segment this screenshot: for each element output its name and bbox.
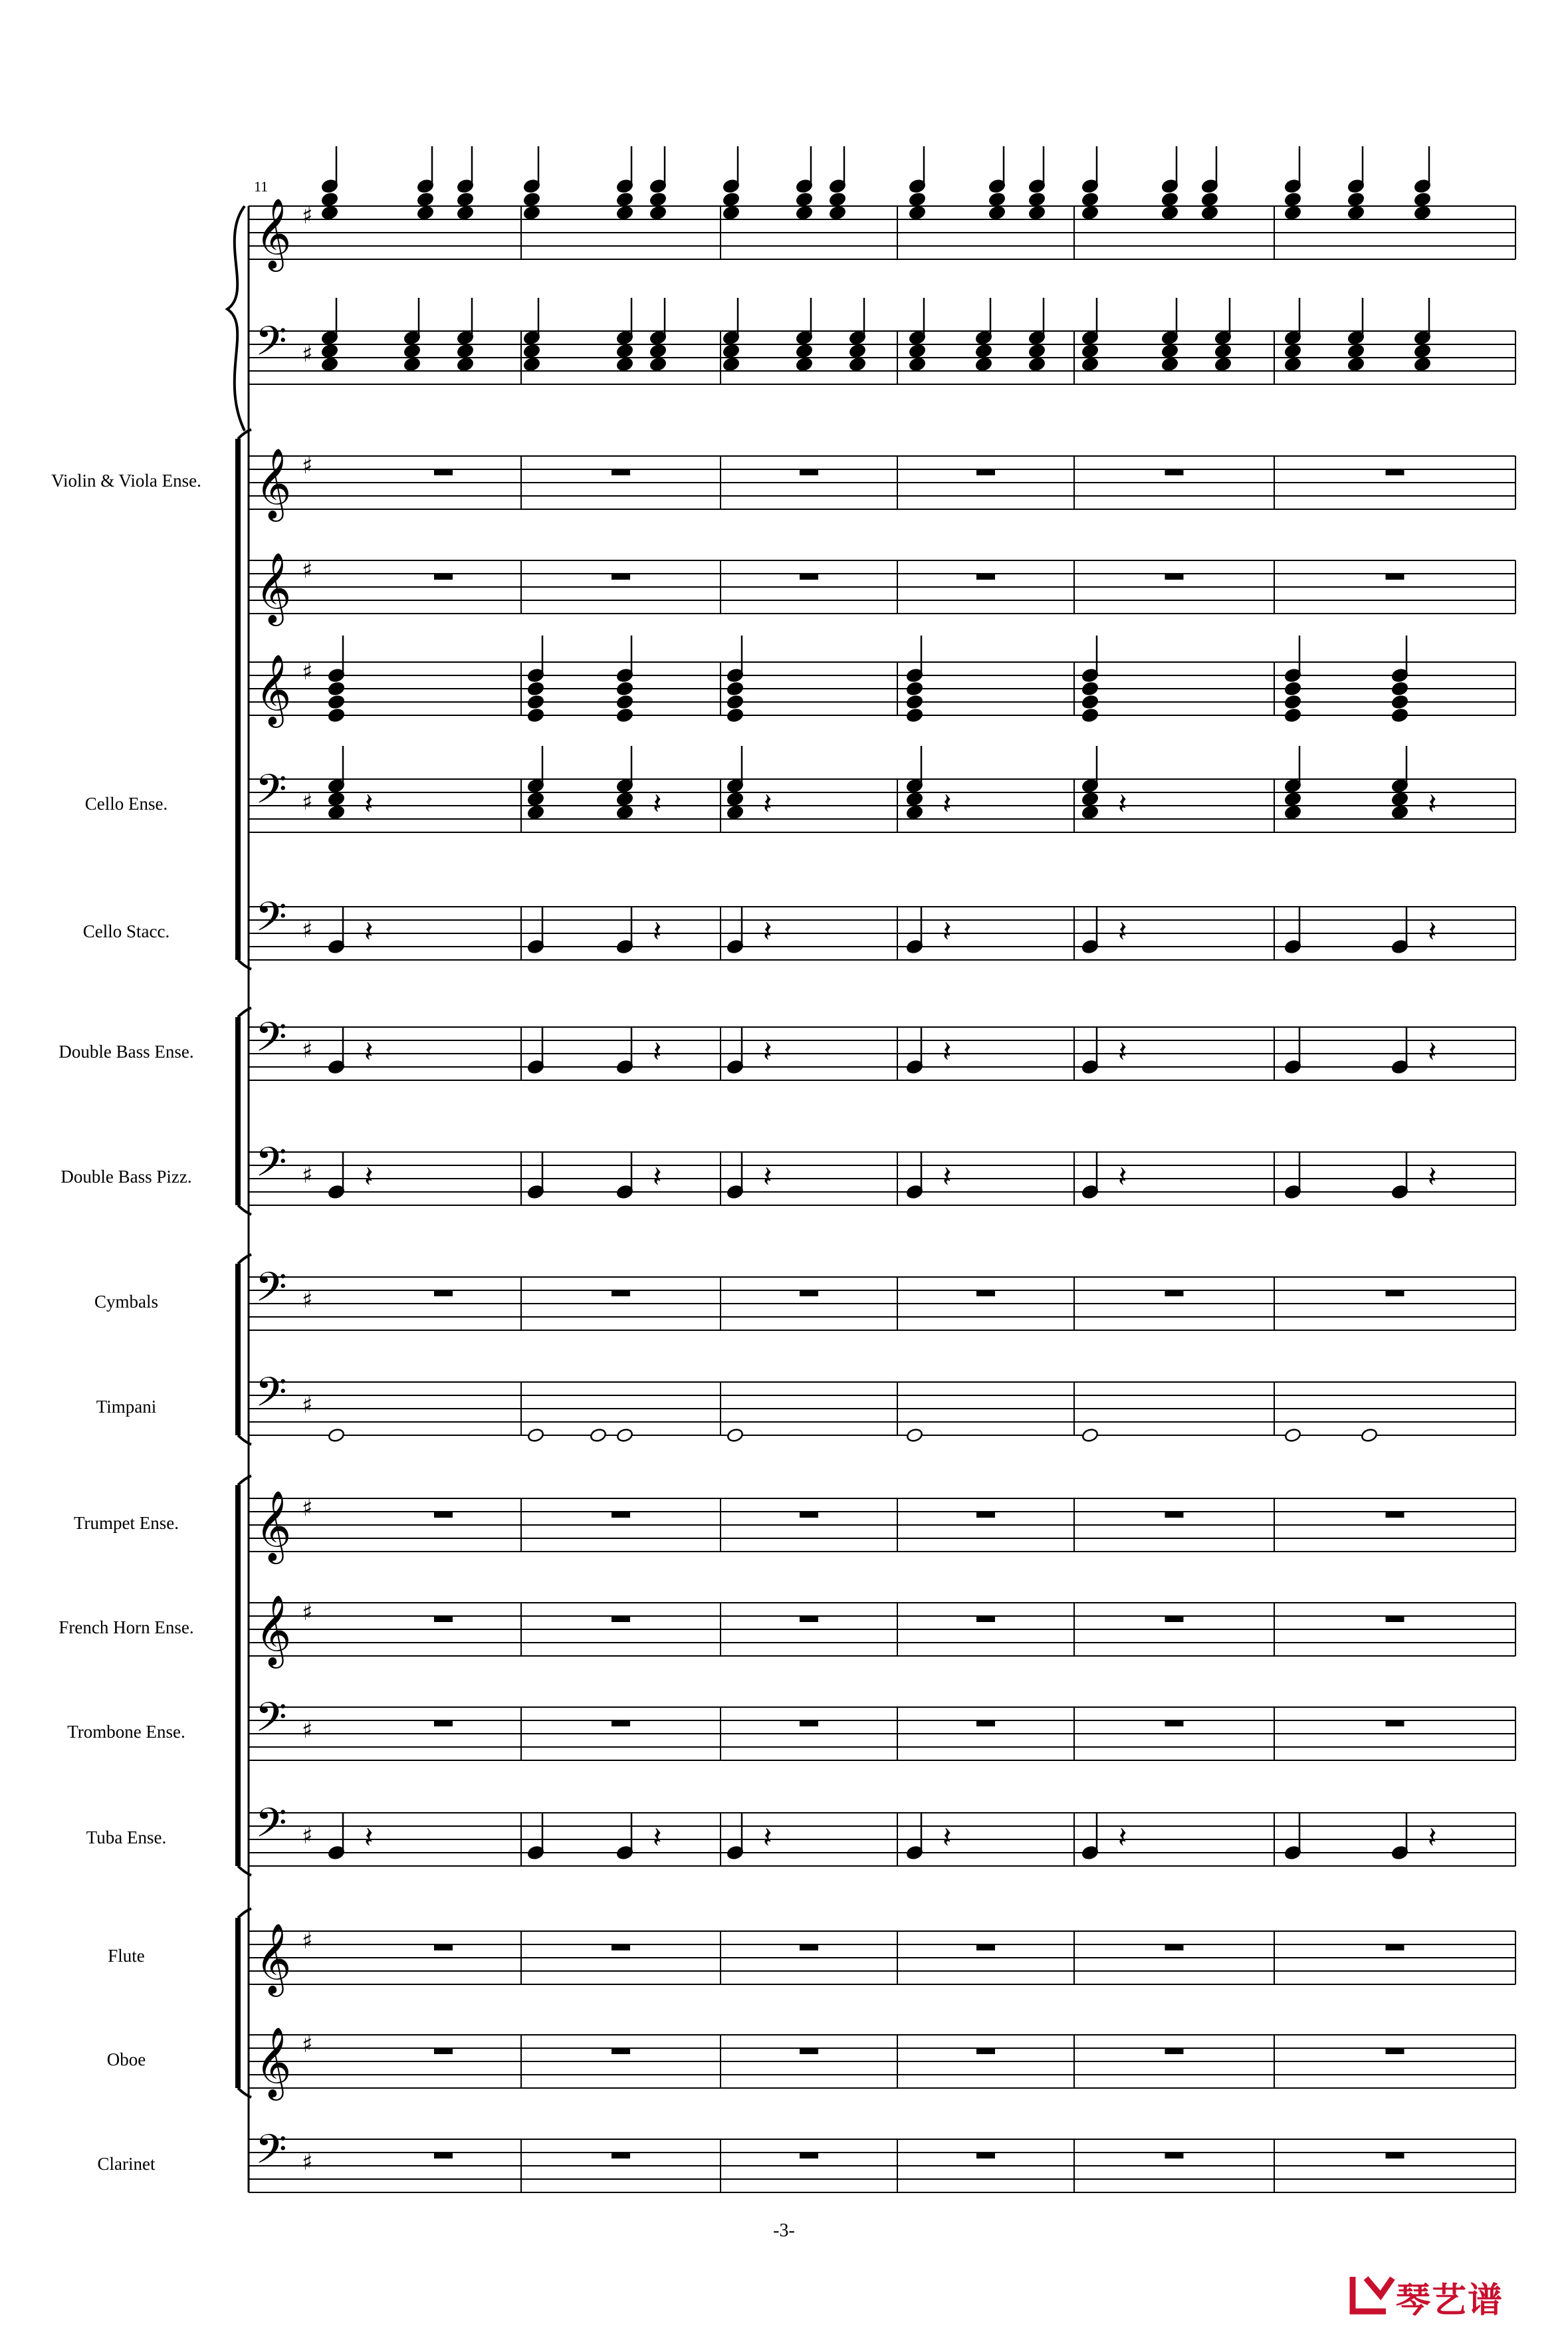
whole-rest bbox=[1165, 1290, 1184, 1296]
note-head bbox=[1284, 357, 1301, 372]
whole-rest bbox=[1386, 1290, 1404, 1296]
key-signature-sharp: ♯ bbox=[302, 789, 313, 816]
whole-rest bbox=[1386, 1944, 1404, 1950]
note-head bbox=[1081, 205, 1099, 221]
key-signature-sharp: ♯ bbox=[302, 1392, 313, 1419]
staff-10 bbox=[249, 1264, 1515, 1330]
staff-15 bbox=[249, 1800, 1515, 1866]
note-head bbox=[727, 708, 744, 723]
quarter-rest: 𝄽 bbox=[1428, 1035, 1437, 1069]
note-head bbox=[590, 1428, 607, 1443]
note-head bbox=[616, 708, 633, 723]
treble-clef-icon: 𝄞 bbox=[255, 1490, 292, 1561]
whole-rest bbox=[800, 1616, 818, 1622]
whole-rest bbox=[434, 2048, 453, 2054]
note-head bbox=[1284, 344, 1301, 359]
instrument-label: Cymbals bbox=[94, 1292, 158, 1312]
note-head bbox=[727, 792, 744, 807]
quarter-rest: 𝄽 bbox=[653, 1821, 662, 1855]
whole-rest bbox=[1386, 1720, 1404, 1726]
whole-rest bbox=[612, 469, 630, 475]
whole-rest bbox=[612, 1616, 630, 1622]
note-head bbox=[1284, 805, 1301, 820]
whole-rest bbox=[434, 2153, 453, 2158]
note-head bbox=[1028, 344, 1046, 359]
quarter-rest: 𝄽 bbox=[1118, 915, 1127, 949]
note-head bbox=[417, 192, 434, 207]
note-head bbox=[849, 357, 866, 372]
whole-rest bbox=[434, 1944, 453, 1950]
whole-rest bbox=[1386, 1616, 1404, 1622]
instrument-label: Clarinet bbox=[97, 2154, 156, 2174]
staff-8 bbox=[249, 1014, 1515, 1080]
whole-rest bbox=[976, 1944, 995, 1950]
quarter-rest: 𝄽 bbox=[364, 1821, 374, 1855]
note-head bbox=[723, 344, 740, 359]
whole-rest bbox=[612, 2153, 630, 2158]
whole-rest bbox=[1165, 1512, 1184, 1518]
key-signature-sharp: ♯ bbox=[302, 659, 313, 685]
notes-staff-5 bbox=[328, 636, 1408, 723]
instrument-label: Violin & Viola Ense. bbox=[51, 471, 201, 491]
note-head bbox=[723, 205, 740, 221]
key-signature-sharp: ♯ bbox=[302, 453, 313, 479]
staff-1 bbox=[249, 197, 1515, 272]
key-signature-sharp: ♯ bbox=[302, 203, 313, 229]
whole-rest bbox=[1165, 2153, 1184, 2158]
note-head bbox=[1028, 357, 1046, 372]
quarter-rest: 𝄽 bbox=[1428, 1821, 1437, 1855]
note-head bbox=[909, 357, 926, 372]
staff-18 bbox=[249, 2126, 1515, 2192]
note-head bbox=[616, 1428, 633, 1443]
whole-rest bbox=[1386, 469, 1404, 475]
whole-rest bbox=[976, 1512, 995, 1518]
bass-clef-icon: 𝄢 bbox=[255, 1014, 287, 1071]
instrument-label: Trombone Ense. bbox=[67, 1722, 185, 1742]
staff-2 bbox=[249, 318, 1515, 384]
note-head bbox=[328, 1428, 345, 1443]
note-head bbox=[975, 357, 992, 372]
note-head bbox=[457, 192, 474, 207]
note-head bbox=[975, 344, 992, 359]
quarter-rest: 𝄽 bbox=[763, 787, 772, 821]
note-head bbox=[829, 205, 846, 221]
whole-rest bbox=[1165, 1720, 1184, 1726]
whole-rest bbox=[800, 469, 818, 475]
note-head bbox=[829, 192, 846, 207]
note-head bbox=[616, 205, 633, 221]
note-head bbox=[1081, 708, 1099, 723]
note-head bbox=[796, 357, 813, 372]
quarter-rest: 𝄽 bbox=[653, 915, 662, 949]
whole-rest bbox=[976, 2048, 995, 2054]
note-head bbox=[457, 344, 474, 359]
key-signature-sharp: ♯ bbox=[302, 1037, 313, 1064]
note-head bbox=[1414, 192, 1431, 207]
quarter-rest: 𝄽 bbox=[1118, 1821, 1127, 1855]
note-head bbox=[1214, 357, 1232, 372]
note-head bbox=[321, 357, 338, 372]
notes-staff-2 bbox=[321, 298, 1431, 372]
bass-clef-icon: 𝄢 bbox=[255, 1139, 287, 1196]
note-head bbox=[1201, 192, 1218, 207]
note-head bbox=[796, 192, 813, 207]
note-head bbox=[527, 1428, 544, 1443]
note-head bbox=[723, 357, 740, 372]
note-head bbox=[1414, 205, 1431, 221]
whole-rest bbox=[976, 1720, 995, 1726]
note-head bbox=[849, 344, 866, 359]
note-head bbox=[1284, 681, 1301, 697]
key-signature-sharp: ♯ bbox=[302, 1928, 313, 1954]
note-head bbox=[1391, 681, 1408, 697]
note-head bbox=[1081, 792, 1099, 807]
whole-rest bbox=[434, 1512, 453, 1518]
instrument-label: Double Bass Ense. bbox=[58, 1042, 194, 1062]
note-head bbox=[616, 192, 633, 207]
note-head bbox=[727, 695, 744, 710]
note-head bbox=[1284, 708, 1301, 723]
note-head bbox=[727, 681, 744, 697]
key-signature-sharp: ♯ bbox=[302, 2032, 313, 2058]
note-head bbox=[649, 357, 667, 372]
note-head bbox=[1391, 708, 1408, 723]
note-head bbox=[1081, 344, 1099, 359]
note-head bbox=[1347, 357, 1365, 372]
quarter-rest: 𝄽 bbox=[364, 915, 374, 949]
quarter-rest: 𝄽 bbox=[763, 915, 772, 949]
whole-rest bbox=[434, 1720, 453, 1726]
note-head bbox=[616, 695, 633, 710]
whole-rest bbox=[612, 2048, 630, 2054]
note-head bbox=[616, 357, 633, 372]
whole-rest bbox=[800, 574, 818, 580]
note-head bbox=[1081, 357, 1099, 372]
measure-number: 11 bbox=[254, 178, 269, 195]
key-signature-sharp: ♯ bbox=[302, 341, 313, 368]
note-head bbox=[1214, 344, 1232, 359]
staff-11 bbox=[249, 1369, 1515, 1435]
whole-rest bbox=[434, 469, 453, 475]
note-head bbox=[457, 357, 474, 372]
note-head bbox=[796, 205, 813, 221]
instrument-label: Cello Stacc. bbox=[82, 921, 170, 941]
note-head bbox=[909, 344, 926, 359]
whole-rest bbox=[1165, 574, 1184, 580]
note-head bbox=[403, 357, 421, 372]
quarter-rest: 𝄽 bbox=[364, 1035, 374, 1069]
treble-clef-icon: 𝄞 bbox=[255, 552, 292, 623]
staff-16 bbox=[249, 1923, 1515, 1997]
treble-clef-icon: 𝄞 bbox=[255, 2026, 292, 2097]
note-head bbox=[1201, 205, 1218, 221]
treble-clef-icon: 𝄞 bbox=[255, 197, 292, 269]
quarter-rest: 𝄽 bbox=[1428, 787, 1437, 821]
note-head bbox=[1284, 192, 1301, 207]
quarter-rest: 𝄽 bbox=[1428, 915, 1437, 949]
key-signature-sharp: ♯ bbox=[302, 1495, 313, 1522]
note-head bbox=[906, 681, 923, 697]
whole-rest bbox=[976, 2153, 995, 2158]
note-head bbox=[328, 681, 345, 697]
whole-rest bbox=[1386, 1512, 1404, 1518]
whole-rest bbox=[800, 1512, 818, 1518]
note-head bbox=[1347, 344, 1365, 359]
note-head bbox=[1161, 192, 1178, 207]
note-head bbox=[906, 708, 923, 723]
note-head bbox=[796, 344, 813, 359]
notes-staff-1 bbox=[321, 146, 1431, 220]
quarter-rest: 𝄽 bbox=[1118, 1160, 1127, 1194]
instrument-label: Timpani bbox=[96, 1397, 157, 1417]
treble-clef-icon: 𝄞 bbox=[255, 653, 292, 725]
staff-17 bbox=[249, 2026, 1515, 2101]
note-head bbox=[1081, 192, 1099, 207]
note-head bbox=[1391, 792, 1408, 807]
note-head bbox=[727, 805, 744, 820]
whole-rest bbox=[612, 1512, 630, 1518]
piano-brace bbox=[227, 206, 245, 431]
whole-rest bbox=[612, 1944, 630, 1950]
note-head bbox=[616, 344, 633, 359]
note-head bbox=[1028, 205, 1046, 221]
note-head bbox=[328, 792, 345, 807]
note-head bbox=[321, 344, 338, 359]
note-head bbox=[906, 805, 923, 820]
bass-clef-icon: 𝄢 bbox=[255, 2126, 287, 2183]
treble-clef-icon: 𝄞 bbox=[255, 1923, 292, 1994]
note-head bbox=[727, 1428, 744, 1443]
quarter-rest: 𝄽 bbox=[653, 787, 662, 821]
whole-rest bbox=[800, 2048, 818, 2054]
staff-12 bbox=[249, 1490, 1515, 1564]
whole-rest bbox=[1386, 2048, 1404, 2054]
quarter-rest: 𝄽 bbox=[943, 915, 952, 949]
quarter-rest: 𝄽 bbox=[364, 787, 374, 821]
note-head bbox=[1161, 344, 1178, 359]
note-head bbox=[1081, 695, 1099, 710]
note-head bbox=[328, 708, 345, 723]
note-head bbox=[616, 805, 633, 820]
whole-rest bbox=[800, 1720, 818, 1726]
note-head bbox=[1284, 695, 1301, 710]
whole-rest bbox=[612, 1290, 630, 1296]
quarter-rest: 𝄽 bbox=[1428, 1160, 1437, 1194]
quarter-rest: 𝄽 bbox=[364, 1160, 374, 1194]
note-head bbox=[1028, 192, 1046, 207]
key-signature-sharp: ♯ bbox=[302, 1287, 313, 1314]
whole-rest bbox=[612, 1720, 630, 1726]
note-head bbox=[523, 192, 540, 207]
whole-rest bbox=[434, 574, 453, 580]
note-head bbox=[649, 344, 667, 359]
treble-clef-icon: 𝄞 bbox=[255, 1594, 292, 1665]
note-head bbox=[906, 792, 923, 807]
note-head bbox=[649, 205, 667, 221]
staff-9 bbox=[249, 1139, 1515, 1205]
quarter-rest: 𝄽 bbox=[943, 1160, 952, 1194]
note-head bbox=[616, 792, 633, 807]
note-head bbox=[616, 681, 633, 697]
whole-rest bbox=[976, 1616, 995, 1622]
instrument-label: Flute bbox=[108, 1946, 145, 1966]
staff-4 bbox=[249, 552, 1515, 626]
key-signature-sharp: ♯ bbox=[302, 917, 313, 943]
note-head bbox=[723, 192, 740, 207]
note-head bbox=[457, 205, 474, 221]
key-signature-sharp: ♯ bbox=[302, 2149, 313, 2176]
bass-clef-icon: 𝄢 bbox=[255, 1264, 287, 1321]
staff-5 bbox=[249, 653, 1515, 728]
whole-rest bbox=[1165, 1616, 1184, 1622]
notes-staff-6 bbox=[328, 746, 1437, 821]
instrument-label: Cello Ense. bbox=[84, 794, 168, 814]
staff-13 bbox=[249, 1594, 1515, 1669]
whole-rest bbox=[1386, 2153, 1404, 2158]
note-head bbox=[906, 1428, 923, 1443]
note-head bbox=[321, 205, 338, 221]
note-head bbox=[1414, 357, 1431, 372]
quarter-rest: 𝄽 bbox=[763, 1160, 772, 1194]
key-signature-sharp: ♯ bbox=[302, 1162, 313, 1189]
note-head bbox=[328, 805, 345, 820]
treble-clef-icon: 𝄞 bbox=[255, 447, 292, 519]
bass-clef-icon: 𝄢 bbox=[255, 1694, 287, 1751]
instrument-label: Double Bass Pizz. bbox=[60, 1167, 192, 1187]
key-signature-sharp: ♯ bbox=[302, 557, 313, 584]
quarter-rest: 𝄽 bbox=[1118, 1035, 1127, 1069]
bass-clef-icon: 𝄢 bbox=[255, 1800, 287, 1857]
quarter-rest: 𝄽 bbox=[653, 1035, 662, 1069]
note-head bbox=[1284, 1428, 1301, 1443]
staff-14 bbox=[249, 1694, 1515, 1760]
page-number: -3- bbox=[773, 2220, 795, 2241]
whole-rest bbox=[976, 1290, 995, 1296]
whole-rest bbox=[1165, 1944, 1184, 1950]
note-head bbox=[527, 695, 544, 710]
note-head bbox=[988, 205, 1006, 221]
whole-rest bbox=[976, 574, 995, 580]
note-head bbox=[1347, 192, 1365, 207]
whole-rest bbox=[1165, 2048, 1184, 2054]
note-head bbox=[328, 695, 345, 710]
note-head bbox=[909, 192, 926, 207]
instrument-label: Oboe bbox=[106, 2049, 146, 2069]
bass-clef-icon: 𝄢 bbox=[255, 893, 287, 951]
note-head bbox=[1347, 205, 1365, 221]
key-signature-sharp: ♯ bbox=[302, 1599, 313, 1626]
note-head bbox=[523, 344, 540, 359]
quarter-rest: 𝄽 bbox=[763, 1821, 772, 1855]
staff-6 bbox=[249, 766, 1515, 832]
quarter-rest: 𝄽 bbox=[943, 1821, 952, 1855]
whole-rest bbox=[434, 1290, 453, 1296]
staff-3 bbox=[249, 447, 1515, 522]
staff-7 bbox=[249, 893, 1515, 960]
note-head bbox=[1081, 1428, 1099, 1443]
note-head bbox=[527, 792, 544, 807]
note-head bbox=[527, 708, 544, 723]
quarter-rest: 𝄽 bbox=[943, 1035, 952, 1069]
note-head bbox=[527, 681, 544, 697]
whole-rest bbox=[800, 1290, 818, 1296]
instrument-label: Tuba Ense. bbox=[86, 1827, 167, 1847]
note-head bbox=[523, 205, 540, 221]
note-head bbox=[909, 205, 926, 221]
whole-rest bbox=[612, 574, 630, 580]
note-head bbox=[906, 695, 923, 710]
bass-clef-icon: 𝄢 bbox=[255, 318, 287, 375]
quarter-rest: 𝄽 bbox=[1118, 787, 1127, 821]
note-head bbox=[649, 192, 667, 207]
bass-clef-icon: 𝄢 bbox=[255, 1369, 287, 1426]
note-head bbox=[1284, 792, 1301, 807]
note-head bbox=[1391, 695, 1408, 710]
whole-rest bbox=[976, 469, 995, 475]
note-head bbox=[1391, 805, 1408, 820]
note-head bbox=[988, 192, 1006, 207]
note-head bbox=[1414, 344, 1431, 359]
whole-rest bbox=[434, 1616, 453, 1622]
instrument-label: French Horn Ense. bbox=[58, 1617, 194, 1637]
note-head bbox=[1284, 205, 1301, 221]
watermark-brand: 琴艺谱 bbox=[1396, 2281, 1504, 2321]
note-head bbox=[1081, 805, 1099, 820]
note-head bbox=[403, 344, 421, 359]
note-head bbox=[1361, 1428, 1378, 1443]
note-head bbox=[1081, 681, 1099, 697]
note-head bbox=[321, 192, 338, 207]
whole-rest bbox=[1165, 469, 1184, 475]
quarter-rest: 𝄽 bbox=[943, 787, 952, 821]
key-signature-sharp: ♯ bbox=[302, 1823, 313, 1849]
note-head bbox=[1161, 357, 1178, 372]
instrument-label: Trumpet Ense. bbox=[73, 1513, 179, 1533]
key-signature-sharp: ♯ bbox=[302, 1717, 313, 1744]
note-head bbox=[527, 805, 544, 820]
whole-rest bbox=[800, 2153, 818, 2158]
note-head bbox=[417, 205, 434, 221]
bass-clef-icon: 𝄢 bbox=[255, 766, 287, 823]
whole-rest bbox=[1386, 574, 1404, 580]
quarter-rest: 𝄽 bbox=[653, 1160, 662, 1194]
whole-rest bbox=[800, 1944, 818, 1950]
quarter-rest: 𝄽 bbox=[763, 1035, 772, 1069]
note-head bbox=[1161, 205, 1178, 221]
note-head bbox=[523, 357, 540, 372]
